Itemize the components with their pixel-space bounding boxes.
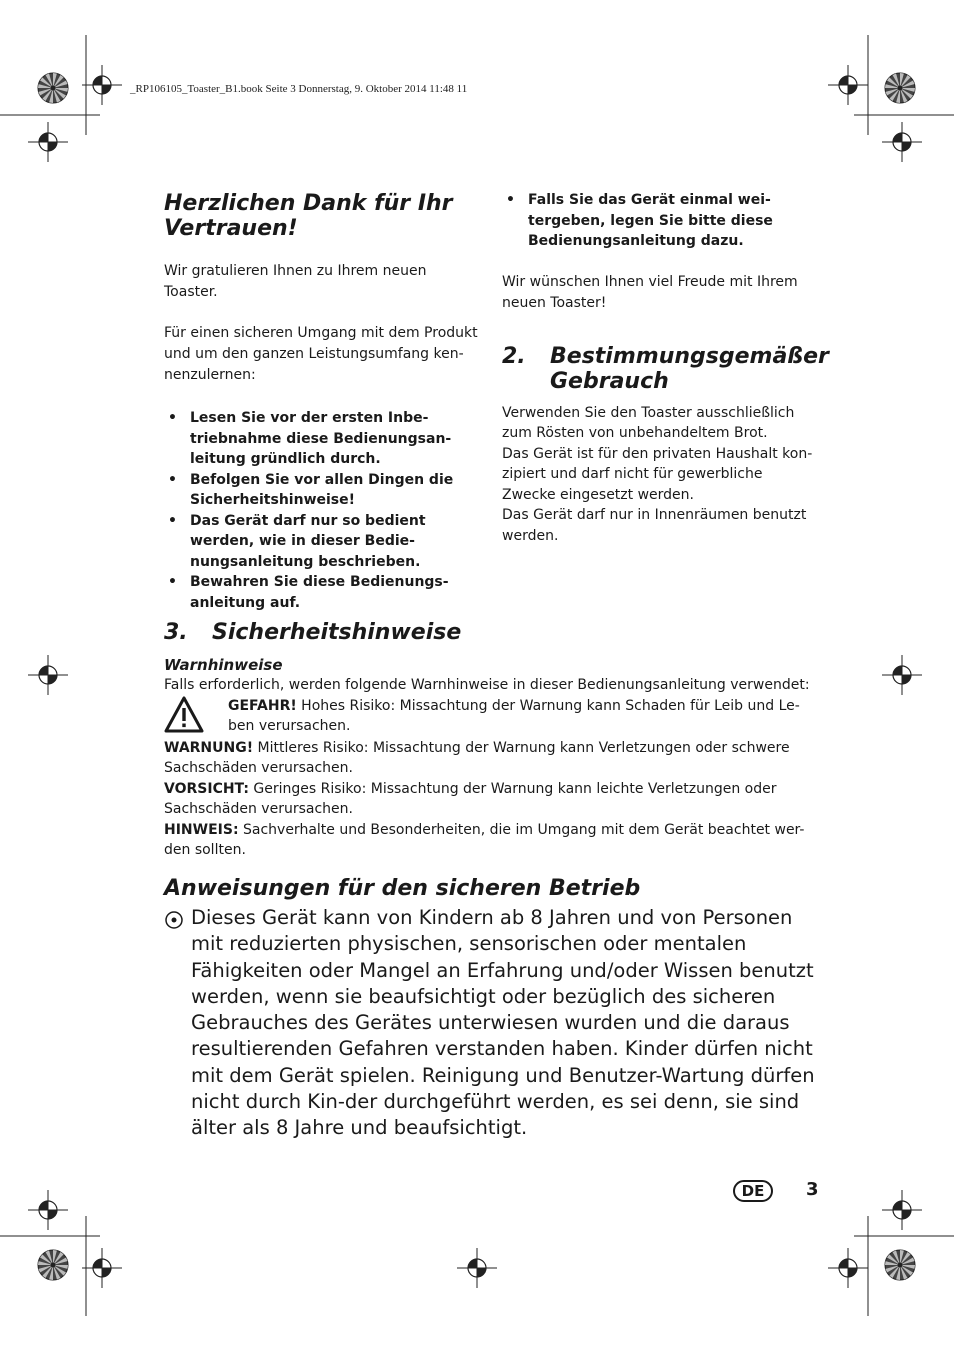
section-title: Bestimmungsgemäßer Gebrauch <box>550 343 829 394</box>
usage-paragraph: Für einen sicheren Umgang mit dem Produkt und um den ganzen Leistungsumfang ken-nenzulernen: <box>164 325 478 383</box>
instruction-list <box>164 408 482 613</box>
list-item: • Bewahren Sie diese Bedienungs-anleitung auf. <box>164 572 482 613</box>
list-item: • Lesen Sie vor der ersten Inbe-triebnahme diese Bedienungsan-leitung gründlich durch. <box>164 408 482 470</box>
color-wheel <box>885 73 915 103</box>
crosshair-target <box>28 655 68 695</box>
danger-description: Hohes Risiko: Missachtung der Warnung kann Schaden für Leib und Le-ben verursachen. <box>228 697 800 734</box>
danger-row <box>164 696 824 738</box>
intro-paragraph: Wir gratulieren Ihnen zu Ihrem neuen Toaster. <box>164 263 427 300</box>
caution-label: VORSICHT: <box>164 780 249 797</box>
safety-instruction <box>164 905 824 1142</box>
warnings-subheading: Warnhinweise <box>164 656 283 674</box>
handover-list <box>502 190 818 252</box>
section-2-body <box>502 403 820 547</box>
section-2-heading <box>502 343 829 394</box>
section-3-heading <box>164 620 824 645</box>
section-number: 3. <box>164 620 188 645</box>
warnings-intro: Falls erforderlich, werden folgende Warnhinweise in dieser Bedienungsanleitung verwendet: <box>164 677 810 693</box>
left-column <box>164 191 484 613</box>
warning-label: WARNUNG! <box>164 739 254 756</box>
crosshair-target <box>28 1190 68 1230</box>
color-wheel <box>885 1250 915 1280</box>
danger-label: GEFAHR! <box>228 697 297 714</box>
crosshair-target <box>28 122 68 162</box>
list-item: • Das Gerät darf nur so bedient werden, wie in dieser Bedie-nungsanleitung beschrieben. <box>164 511 482 573</box>
note-text <box>164 820 824 861</box>
crosshair-target <box>82 65 122 105</box>
page-title: Herzlichen Dank für Ihr Vertrauen! <box>164 191 453 241</box>
list-item: • Falls Sie das Gerät einmal wei-tergeben, legen Sie bitte diese Bedienungsanleitung dazu. <box>502 190 818 252</box>
paragraph: Das Gerät darf nur in Innenräumen benutzt werden. <box>502 507 807 544</box>
crosshair-target <box>882 122 922 162</box>
caution-description: Geringes Risiko: Missachtung der Warnung kann leichte Verletzungen oder Sachschäden verursachen. <box>164 780 777 817</box>
target-bullet-icon <box>164 905 191 1142</box>
section-number: 2. <box>502 343 526 369</box>
crosshair-target <box>882 655 922 695</box>
caution-text <box>164 779 824 820</box>
page-number: 3 <box>806 1179 819 1200</box>
crosshair-target <box>457 1248 497 1288</box>
warning-text <box>164 738 824 779</box>
paragraph: Das Gerät ist für den privaten Haushalt kon-zipiert und darf nicht für gewerbliche Zwecke eingesetzt werden. <box>502 445 813 503</box>
paragraph: Verwenden Sie den Toaster ausschließlich zum Rösten von unbehandeltem Brot. <box>502 404 795 441</box>
right-column <box>502 190 829 546</box>
safety-instruction-text: Dieses Gerät kann von Kindern ab 8 Jahren und von Personen mit reduzierten physischen, sensorischen oder mentalen Fähigkeiten oder Mangel an Erfahrung und/oder Wissen benutzt werden, wenn sie beaufsichtigt oder bezüglich des sicheren Gebrauches des Gerätes unterwiesen wurden und die daraus resultierenden Gefahren verstanden haben. Kinder dürfen nicht mit dem Gerät spielen. Reinigung und Benutzer-Wartung dürfen nicht durch Kin-der durchgeführt werden, es sei denn, sie sind älter als 8 Jahre und beaufsichtigt. <box>191 906 815 1140</box>
language-badge: DE <box>733 1180 773 1202</box>
note-label: HINWEIS: <box>164 821 239 838</box>
section-4-heading: Anweisungen für den sicheren Betrieb <box>164 876 641 901</box>
closing-paragraph: Wir wünschen Ihnen viel Freude mit Ihrem neuen Toaster! <box>502 273 798 311</box>
note-description: Sachverhalte und Besonderheiten, die im Umgang mit dem Gerät beachtet wer-den sollten. <box>164 821 805 858</box>
section-3 <box>164 620 824 861</box>
crosshair-target <box>82 1248 122 1288</box>
section-4 <box>164 876 824 1142</box>
warning-triangle-icon <box>164 696 228 738</box>
print-header: _RP106105_Toaster_B1.book Seite 3 Donnerstag, 9. Oktober 2014 11:48 11 <box>130 83 468 95</box>
color-wheel <box>38 73 68 103</box>
danger-text <box>228 696 824 738</box>
crosshair-target <box>828 65 868 105</box>
crosshair-target <box>828 1248 868 1288</box>
list-item: • Befolgen Sie vor allen Dingen die Sicherheitshinweise! <box>164 470 482 511</box>
color-wheel <box>38 1250 68 1280</box>
warning-description: Mittleres Risiko: Missachtung der Warnung kann Verletzungen oder schwere Sachschäden verursachen. <box>164 739 790 776</box>
crosshair-target <box>882 1190 922 1230</box>
section-title: Sicherheitshinweise <box>212 620 462 645</box>
